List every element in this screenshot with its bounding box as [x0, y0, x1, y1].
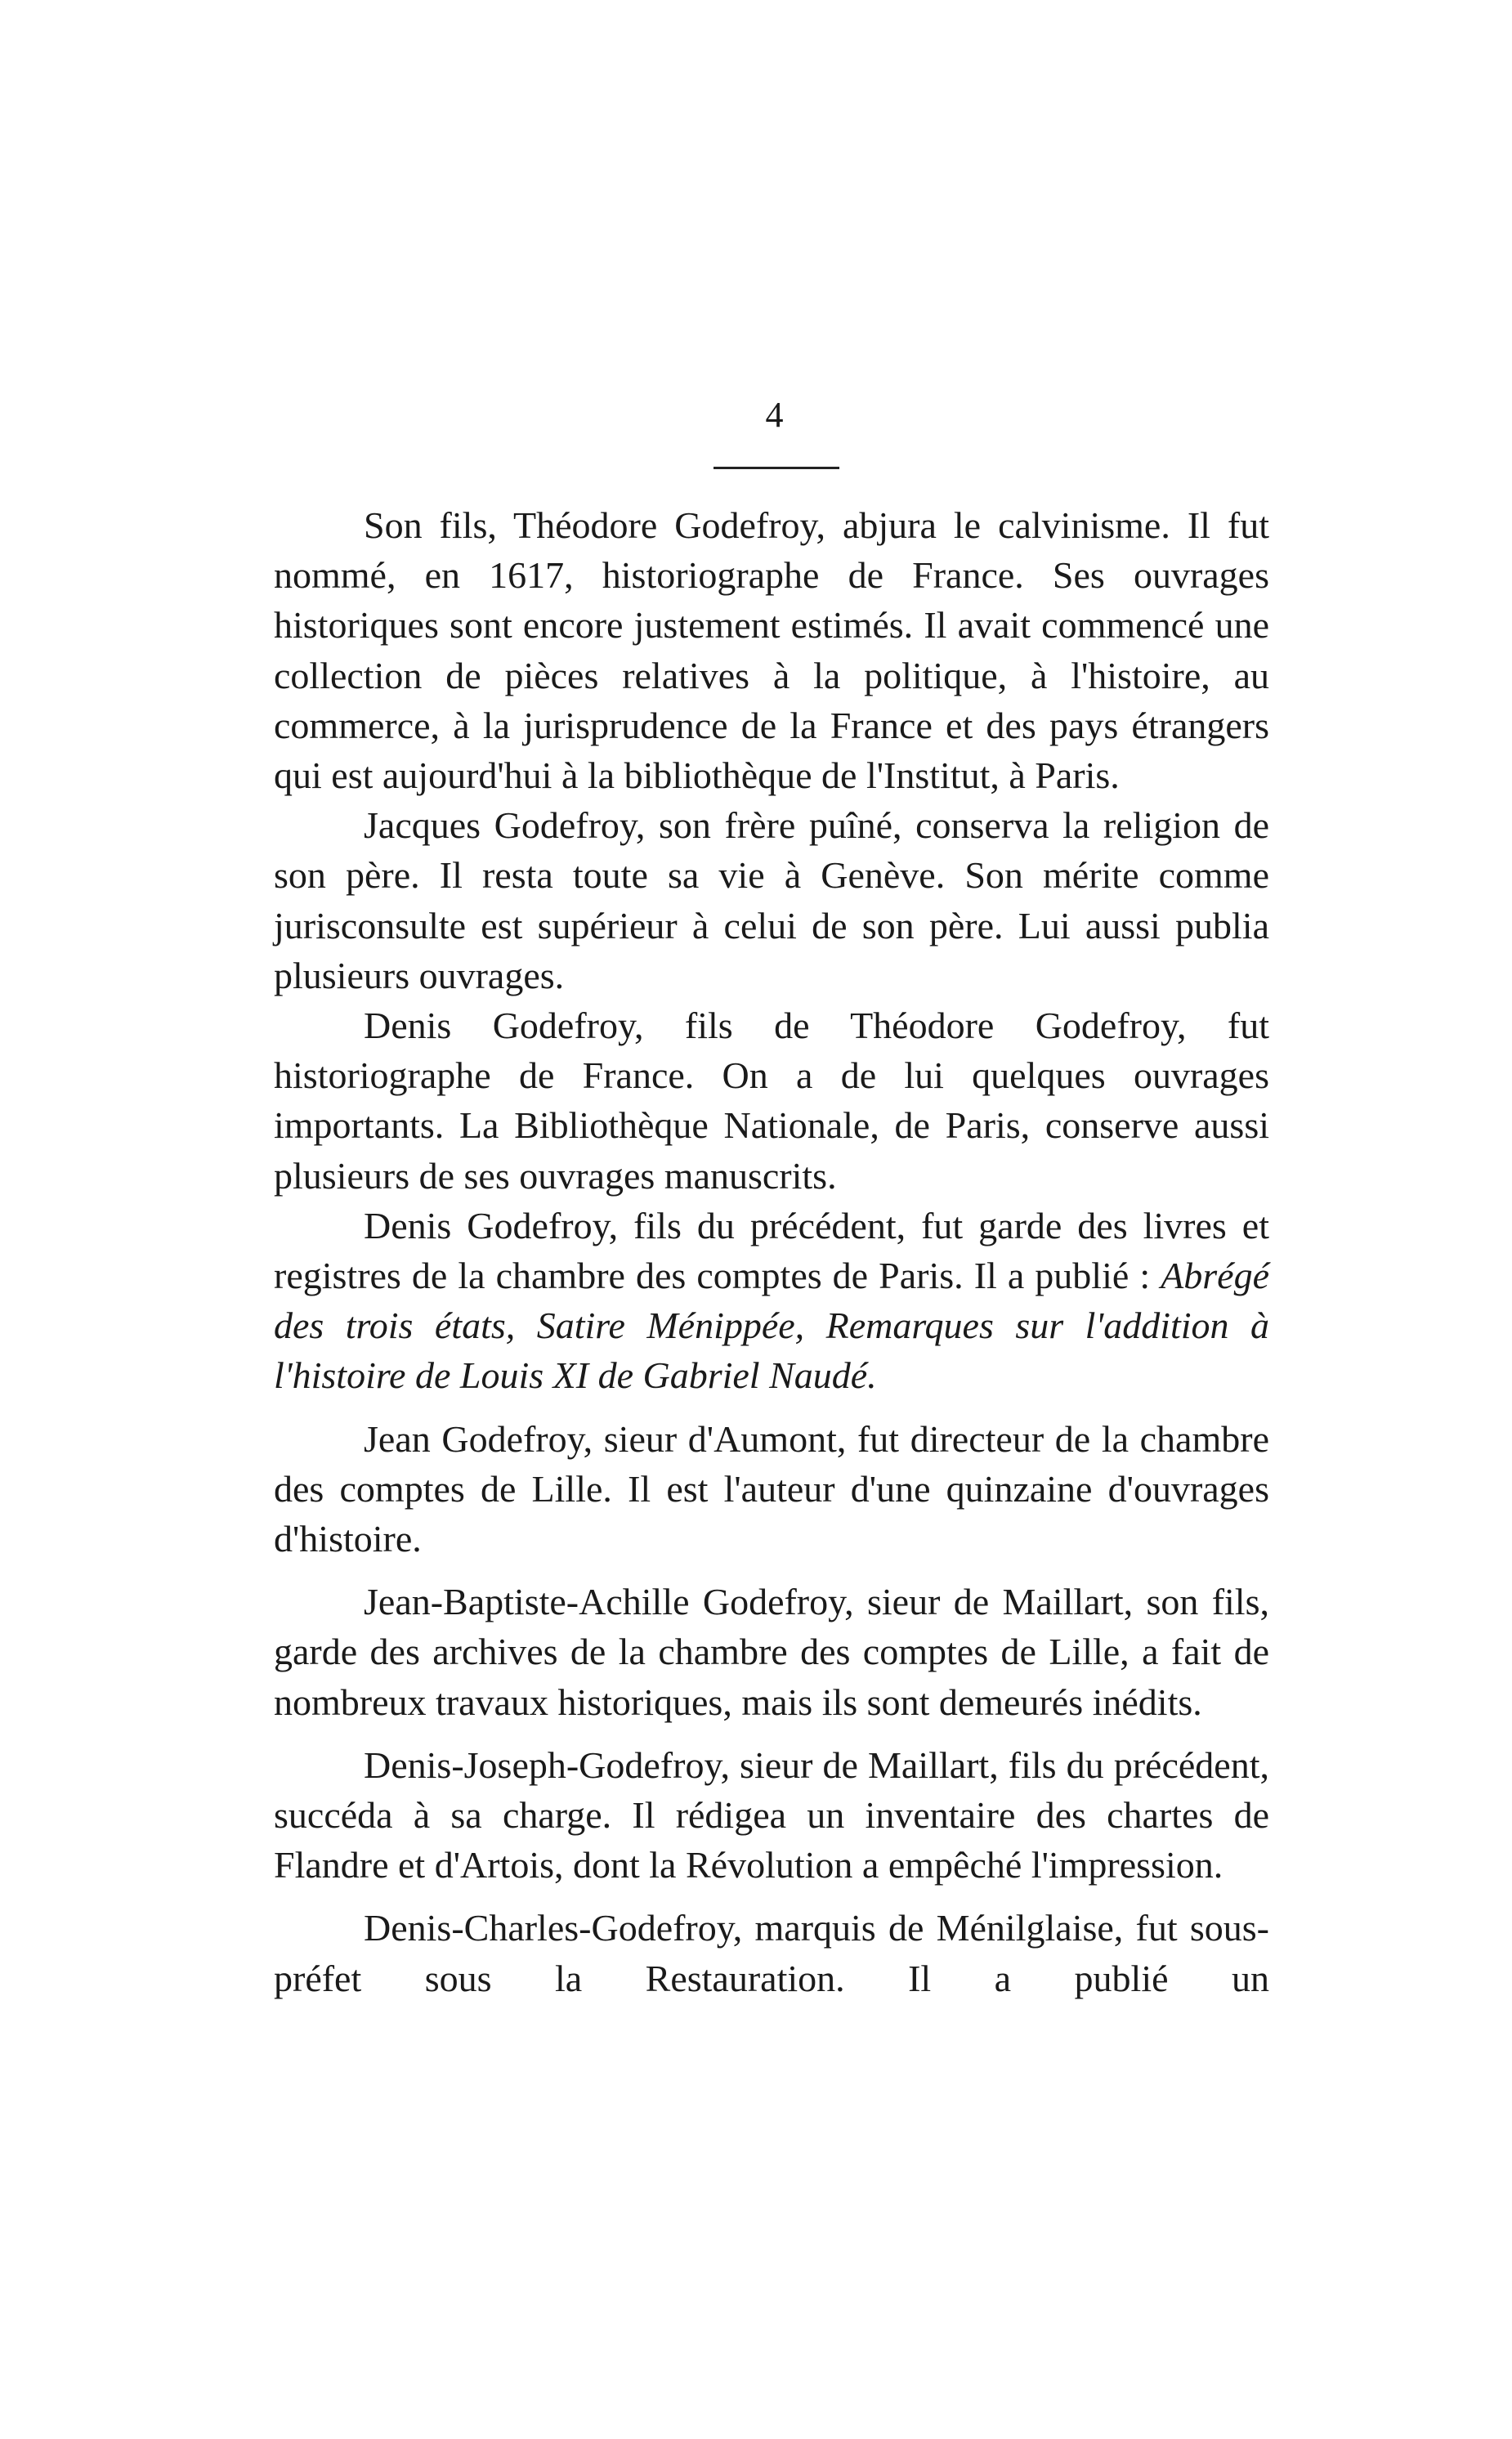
paragraph-denis-godefroy-garde — [274, 1201, 1269, 1401]
paragraph-denis-charles-godefroy: Denis-Charles-Godefroy, marquis de Ménilglaise, fut sous-préfet sous la Restauration. Il a publié un — [274, 1907, 1269, 1999]
published-works-list: Abrégé des trois états, Satire Ménippée, Remarques sur l'addition à l'histoire de Louis XI de Gabriel Naudé. — [274, 1255, 1269, 1397]
page-number: 4 — [765, 395, 784, 435]
paragraph-jacques-godefroy: Jacques Godefroy, son frère puîné, conserva la religion de son père. Il resta toute sa vie à Genève. Son mérite comme jurisconsulte est supérieur à celui de son père. Lui aussi publia plusieurs ouvrages. — [274, 804, 1269, 996]
body-text — [274, 500, 1269, 2003]
paragraph-jean-baptiste-achille-godefroy: Jean-Baptiste-Achille Godefroy, sieur de Maillart, son fils, garde des archives de la chambre des comptes de Lille, a fait de nombreux travaux historiques, mais ils sont demeurés inédits. — [274, 1581, 1269, 1723]
header-rule — [714, 467, 839, 469]
paragraph-denis-godefroy-historiographe: Denis Godefroy, fils de Théodore Godefroy, fut historiographe de France. On a de lui quelques ouvrages importants. La Bibliothèque Nationale, de Paris, conserve aussi plusieurs de ses ouvrages manuscrits. — [274, 1005, 1269, 1197]
paragraph-denis-godefroy-garde-text: Denis Godefroy, fils du précédent, fut garde des livres et registres de la chambre des comptes de Paris. Il a publié : — [274, 1204, 1269, 1297]
paragraph-denis-joseph-godefroy: Denis-Joseph-Godefroy, sieur de Maillart, fils du précédent, succéda à sa charge. Il rédigea un inventaire des chartes de Flandre et d'Artois, dont la Révolution a empêché l'impression. — [274, 1743, 1269, 1886]
paragraph-jean-godefroy: Jean Godefroy, sieur d'Aumont, fut directeur de la chambre des comptes de Lille. Il est l'auteur d'une quinzaine d'ouvrages d'histoire. — [274, 1417, 1269, 1560]
paragraph-theodore-godefroy: Son fils, Théodore Godefroy, abjura le calvinisme. Il fut nommé, en 1617, historiographe de France. Ses ouvrages historiques sont encore justement estimés. Il avait commencé une collection de pièces relatives à la politique, à l'histoire, au commerce, à la jurisprudence de la France et des pays étrangers qui est aujourd'hui à la bibliothèque de l'Institut, à Paris. — [274, 504, 1269, 797]
